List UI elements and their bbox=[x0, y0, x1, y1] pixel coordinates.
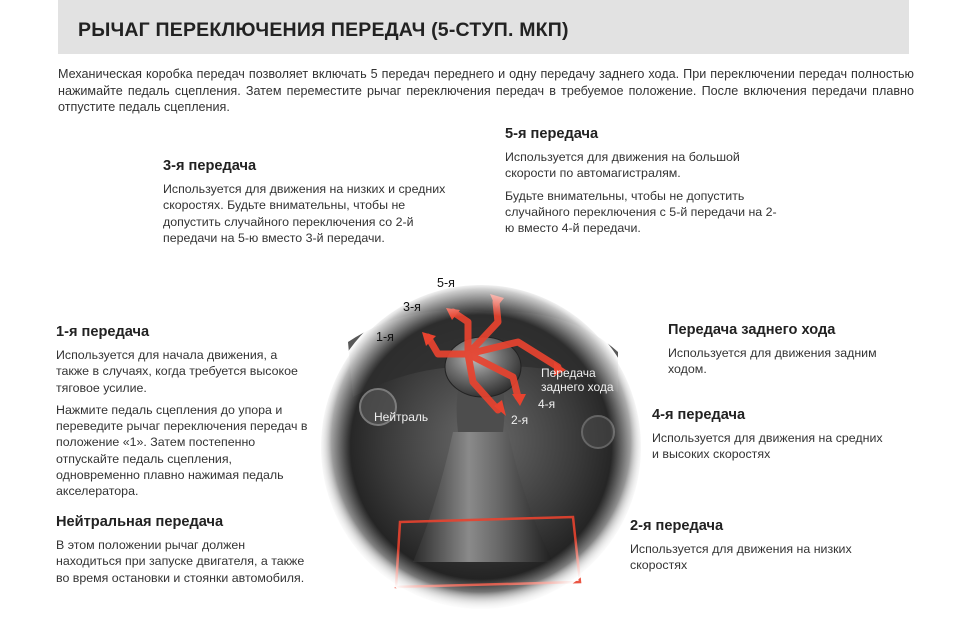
gear3-section bbox=[163, 158, 448, 252]
neutral-text: В этом положении рычаг должен находиться при запуске двигателя, а также во время остановки и стоянки автомобиля. bbox=[56, 538, 305, 585]
label-1st: 1-я bbox=[376, 330, 394, 344]
gear3-title: 3-я передача bbox=[163, 158, 257, 174]
gear4-title: 4-я передача bbox=[652, 407, 746, 423]
label-reverse-line1: Передача bbox=[541, 366, 596, 380]
gear1-text-1: Используется для начала движения, а также в случаях, когда требуется высокое тяговое усилие. bbox=[56, 348, 298, 395]
label-reverse-line2: заднего хода bbox=[541, 380, 614, 394]
gear5-section bbox=[505, 126, 785, 242]
label-4th: 4-я bbox=[538, 397, 556, 411]
neutral-title: Нейтральная передача bbox=[56, 514, 224, 530]
gear4-section bbox=[652, 407, 892, 469]
gear1-text-2: Нажмите педаль сцепления до упора и переведите рычаг переключения передач в положение «1». Затем постепенно отпускайте педаль сцепления, одновременно плавно нажимая педаль акселератора. bbox=[56, 402, 308, 499]
label-3rd: 3-я bbox=[403, 300, 421, 314]
gear5-text-1: Используется для движения на большой скорости по автомагистралям. bbox=[505, 150, 740, 181]
gear5-text-2: Будьте внимательны, чтобы не допустить случайного переключения с 5-й передачи на 2-ю вместо 4-й передачи. bbox=[505, 188, 777, 236]
intro-text: Механическая коробка передач позволяет включать 5 передач переднего и одну передачу заднего хода. При переключении передач полностью нажимайте педаль сцепления. Затем переместите рычаг переключения передач в требуемое положение. После включения передачи плавно отпустите педаль сцепления. bbox=[58, 67, 914, 114]
gear-shifter-photo bbox=[318, 282, 644, 612]
reverse-section bbox=[668, 322, 898, 384]
neutral-section bbox=[56, 514, 312, 592]
reverse-text: Используется для движения задним ходом. bbox=[668, 346, 877, 377]
label-5th: 5-я bbox=[437, 276, 455, 290]
title-bar bbox=[58, 0, 909, 54]
gear1-section bbox=[56, 324, 312, 506]
label-neutral: Нейтраль bbox=[374, 410, 429, 424]
reverse-title: Передача заднего хода bbox=[668, 322, 836, 338]
gear2-title: 2-я передача bbox=[630, 518, 724, 534]
gear3-text: Используется для движения на низких и средних скоростях. Будьте внимательны, чтобы не допустить случайного переключения со 2-й передачи на 5-ю вместо 3-й передачи. bbox=[163, 182, 446, 245]
gear1-title: 1-я передача bbox=[56, 324, 150, 340]
label-2nd: 2-я bbox=[511, 413, 529, 427]
gear2-section bbox=[630, 518, 900, 580]
photo-edge-fade bbox=[318, 282, 644, 612]
gear4-text: Используется для движения на средних и высоких скоростях bbox=[652, 431, 883, 462]
gear2-text: Используется для движения на низких скоростях bbox=[630, 542, 852, 573]
gear5-title: 5-я передача bbox=[505, 126, 599, 142]
page-title: РЫЧАГ ПЕРЕКЛЮЧЕНИЯ ПЕРЕДАЧ (5-СТУП. МКП) bbox=[78, 19, 569, 41]
